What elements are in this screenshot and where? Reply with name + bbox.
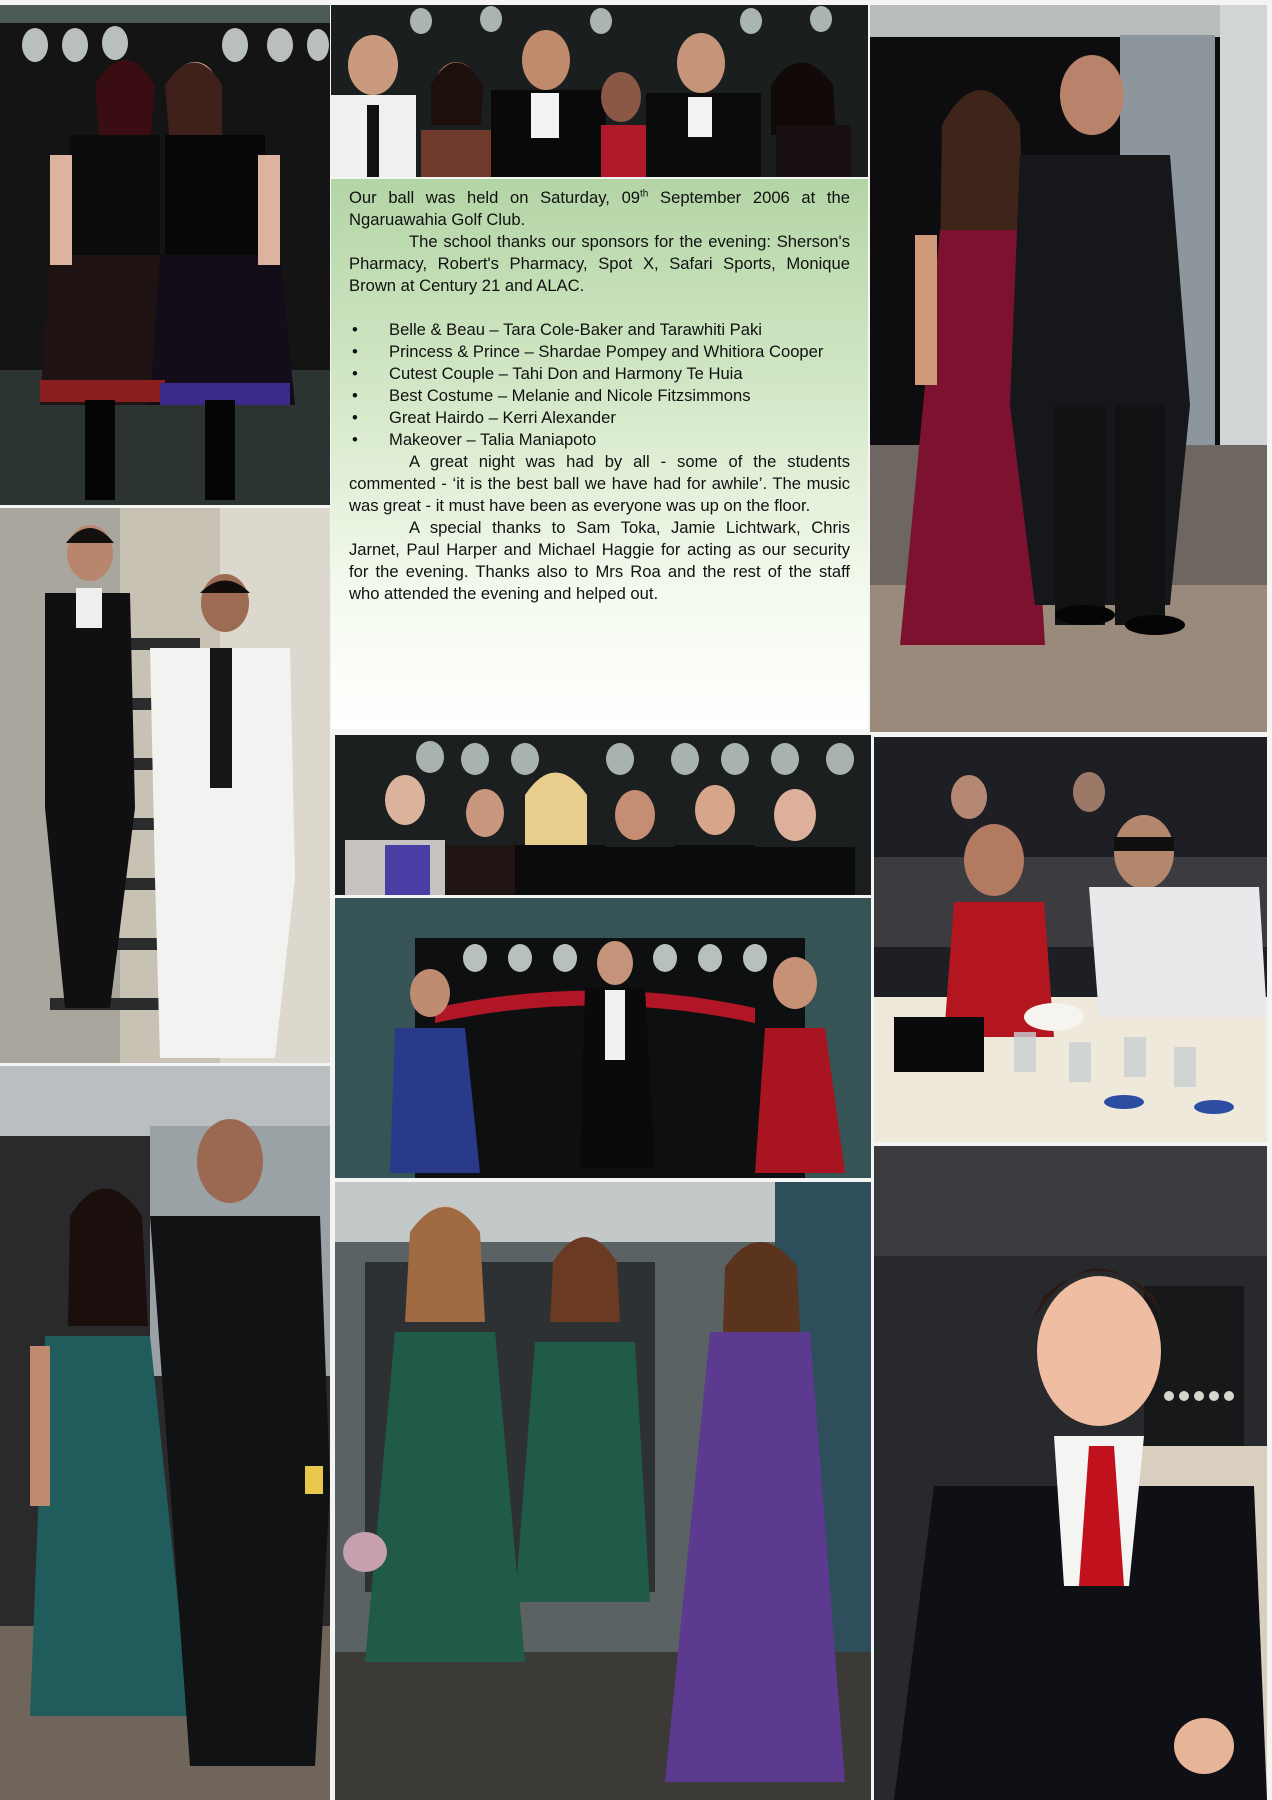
photo-three-girls <box>335 1182 871 1800</box>
intro-text: Our ball was held on Saturday, 09 <box>349 188 641 207</box>
photo-red-scarf-dance <box>335 898 871 1178</box>
photo-couple-maroon-dress <box>870 5 1267 732</box>
photo-table-scene <box>874 737 1267 1142</box>
bullet-icon: • <box>352 430 358 449</box>
award-text: Makeover – Talia Maniapoto <box>389 430 597 449</box>
article-text-box <box>331 179 868 729</box>
award-text: Best Costume – Melanie and Nicole Fitzsimmons <box>389 386 751 405</box>
award-item <box>349 385 850 407</box>
bullet-icon: • <box>352 320 358 339</box>
photo-girls-group <box>335 735 871 895</box>
award-text: Princess & Prince – Shardae Pompey and Whitiora Cooper <box>389 342 824 361</box>
bullet-icon: • <box>352 386 358 405</box>
award-item <box>349 407 850 429</box>
award-item <box>349 319 850 341</box>
awards-list <box>349 319 850 451</box>
photo-couple-teal-dress <box>0 1066 330 1800</box>
bullet-icon: • <box>352 364 358 383</box>
intro-superscript: th <box>640 188 649 200</box>
award-item <box>349 341 850 363</box>
photo-two-men-stairs <box>0 508 330 1063</box>
award-item <box>349 363 850 385</box>
award-text: Belle & Beau – Tara Cole-Baker and Tarawhiti Paki <box>389 320 762 339</box>
award-text: Great Hairdo – Kerri Alexander <box>389 408 616 427</box>
photo-two-girls-black-dresses <box>0 5 330 505</box>
article-great-night: A great night was had by all - some of the students commented - ‘it is the best ball we have had for awhile’. The music was great - it must have been as everyone was up on the floor. <box>349 452 850 515</box>
article-thanks: A special thanks to Sam Toka, Jamie Lichtwark, Chris Jarnet, Paul Harper and Michael Haggie for acting as our security for the evening. Thanks also to Mrs Roa and the rest of the staff who attended the evening and helped out. <box>349 518 850 603</box>
award-item <box>349 429 850 451</box>
award-text: Cutest Couple – Tahi Don and Harmony Te Huia <box>389 364 743 383</box>
bullet-icon: • <box>352 342 358 361</box>
intro-text-end: September 2006 at the Ngaruawahia Golf Club. <box>349 188 850 229</box>
article-sponsors: The school thanks our sponsors for the evening: Sherson's Pharmacy, Robert's Pharmacy, Spot X, Safari Sports, Monique Brown at Century 21 and ALAC. <box>349 232 850 295</box>
photo-group-formal-top <box>331 5 868 177</box>
bullet-icon: • <box>352 408 358 427</box>
article-intro <box>349 187 850 231</box>
photo-young-man-suit <box>874 1146 1267 1800</box>
